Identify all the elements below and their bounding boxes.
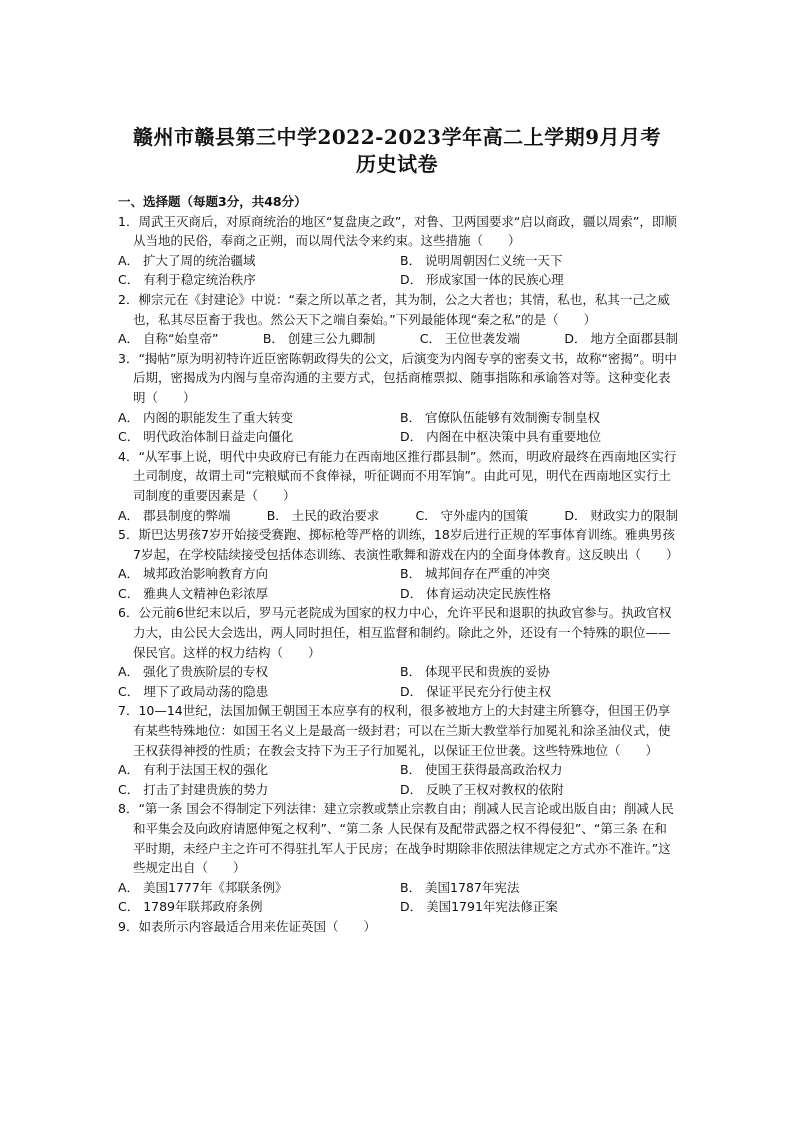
- option-a: A． 美国1777年《邦联条例》: [118, 879, 288, 895]
- option-a: A． 扩大了周的统治疆域: [118, 252, 256, 268]
- option-d: D． 财政实力的限制: [564, 507, 678, 523]
- question-4: [118, 447, 678, 525]
- option-b: B． 美国1787年宪法: [400, 879, 520, 895]
- question-1: [118, 212, 678, 290]
- option-c: C． 埋下了政局动荡的隐患: [118, 683, 269, 699]
- option-b: B． 官僚队伍能够有效制衡专制皇权: [400, 409, 601, 425]
- question-8: [118, 799, 678, 917]
- option-list: [118, 251, 678, 290]
- question-2: [118, 290, 678, 349]
- option-d: D． 保证平民充分行使主权: [400, 683, 552, 699]
- option-list: [118, 878, 678, 917]
- option-c: C． 有利于稳定统治秩序: [118, 272, 256, 288]
- question-stem: 5．斯巴达男孩7岁开始接受赛跑、掷标枪等严格的训练，18岁后进行正规的军事体育训练。雅典男孩7岁起，在学校陆续接受包括体态训练、表演性歌舞和游戏在内的全面身体教育。这反映出（ ）: [118, 527, 679, 562]
- option-list: [118, 506, 678, 526]
- option-c: C． 打击了封建贵族的势力: [118, 781, 269, 797]
- question-stem: 8．“第一条 国会不得制定下列法律：建立宗教或禁止宗教自由；削减人民言论或出版自由；削减人民和平集会及向政府请愿伸冤之权利”、“第二条 人民保有及配带武器之权不得侵犯”、“第三条 在和平时期，未经户主之许可不得驻扎军人于民房；在战争时期除非依照法律规定之方式亦不准许。”这些规定出自（ ）: [118, 801, 674, 876]
- question-stem: 2．柳宗元在《封建论》中说：“秦之所以革之者，其为制，公之大者也；其情，私也，私其一己之威也，私其尽臣畜于我也。然公天下之端自秦始。”下列最能体现“秦之私”的是（ ）: [118, 291, 670, 327]
- option-d: D． 地方全面郡县制: [564, 331, 678, 347]
- question-stem: 4．“从军事上说，明代中央政府已有能力在西南地区推行郡县制”。然而，明政府最终在西南地区实行土司制度，故谓土司“完粮赋而不食俸禄，听征调而不用军饷”。由此可见，明代在西南地区实行土司制度的重要因素是（ ）: [118, 448, 677, 503]
- option-b: B． 说明周朝因仁义统一天下: [400, 252, 563, 268]
- exam-subtitle: 历史试卷: [356, 152, 438, 176]
- question-5: [118, 525, 678, 603]
- option-c: C． 雅典人文精神色彩浓厚: [118, 585, 269, 601]
- option-d: D． 美国1791年宪法修正案: [400, 899, 558, 915]
- exam-content: [118, 192, 678, 937]
- option-b: B． 土民的政治要求: [266, 507, 380, 523]
- option-list: [118, 564, 678, 603]
- option-list: [118, 408, 678, 447]
- question-stem: 9．如表所示内容最适合用来佐证英国（ ）: [118, 918, 376, 934]
- section-heading: 一、选择题（每题3分，共48分）: [118, 194, 307, 209]
- option-b: B． 体现平民和贵族的妥协: [400, 664, 551, 680]
- option-a: A． 内阁的职能发生了重大转变: [118, 409, 294, 425]
- option-a: A． 自称“始皇帝”: [118, 331, 219, 347]
- option-list: [118, 760, 678, 799]
- option-b: B． 创建三公九卿制: [262, 331, 376, 347]
- question-6: [118, 603, 678, 701]
- option-c: C． 1789年联邦政府条例: [118, 899, 263, 915]
- option-d: D． 体育运动决定民族性格: [400, 585, 552, 601]
- question-stem: 7．10—14世纪，法国加佩王朝国王本应享有的权利，很多被地方上的大封建主所篡夺，但国王仍享有某些特殊地位：如国王名义上是最高一级封君；可以在兰斯大教堂举行加冕礼和涂圣油仪式，使王权获得神授的性质；在教会支持下为王子行加冕礼，以保证王位世袭。这些特殊地位（ ）: [118, 703, 671, 758]
- option-c: C． 明代政治体制日益走向僵化: [118, 429, 294, 445]
- option-d: D． 形成家国一体的民族心理: [400, 272, 564, 288]
- question-stem: 1．周武王灭商后，对原商统治的地区“复盘庚之政”，对鲁、卫两国要求“启以商政，疆以周索”，即顺从当地的民俗，奉商之正朔，而以周代法令来约束。这些措施（ ）: [118, 213, 677, 249]
- question-9: [118, 917, 678, 937]
- option-b: B． 使国王获得最高政治权力: [400, 762, 563, 778]
- option-a: A． 郡县制度的弊端: [118, 507, 231, 523]
- question-3: [118, 349, 678, 447]
- option-list: [118, 662, 678, 701]
- question-stem: 6．公元前6世纪末以后，罗马元老院成为国家的权力中心，允许平民和退职的执政官参与。执政官权力大，由公民大会选出，两人同时担任，相互监督和制约。除此之外，还设有一个特殊的职位——保民官。这样的权力结构（ ）: [118, 605, 672, 660]
- option-a: A． 城邦政治影响教育方向: [118, 566, 269, 582]
- option-a: A． 强化了贵族阶层的专权: [118, 664, 269, 680]
- option-c: C． 守外虚内的国策: [415, 507, 529, 523]
- question-stem: 3．“揭帖”原为明初特许近臣密陈朝政得失的公文，后演变为内阁专享的密奏文书，故称“密揭”。明中后期，密揭成为内阁与皇帝沟通的主要方式，包括商榷票拟、随事指陈和承谕答对等。这种变化表明（ ）: [118, 350, 677, 405]
- option-c: C． 王位世袭发端: [419, 331, 520, 347]
- exam-title: 赣州市赣县第三中学2022-2023学年高二上学期9月月考: [132, 125, 662, 149]
- option-a: A． 有利于法国王权的强化: [118, 762, 269, 778]
- option-list: [118, 329, 678, 349]
- option-b: B． 城邦间存在严重的冲突: [400, 566, 551, 582]
- question-7: [118, 701, 678, 799]
- option-d: D． 反映了王权对教权的依附: [400, 781, 564, 797]
- option-d: D． 内阁在中枢决策中具有重要地位: [400, 429, 602, 445]
